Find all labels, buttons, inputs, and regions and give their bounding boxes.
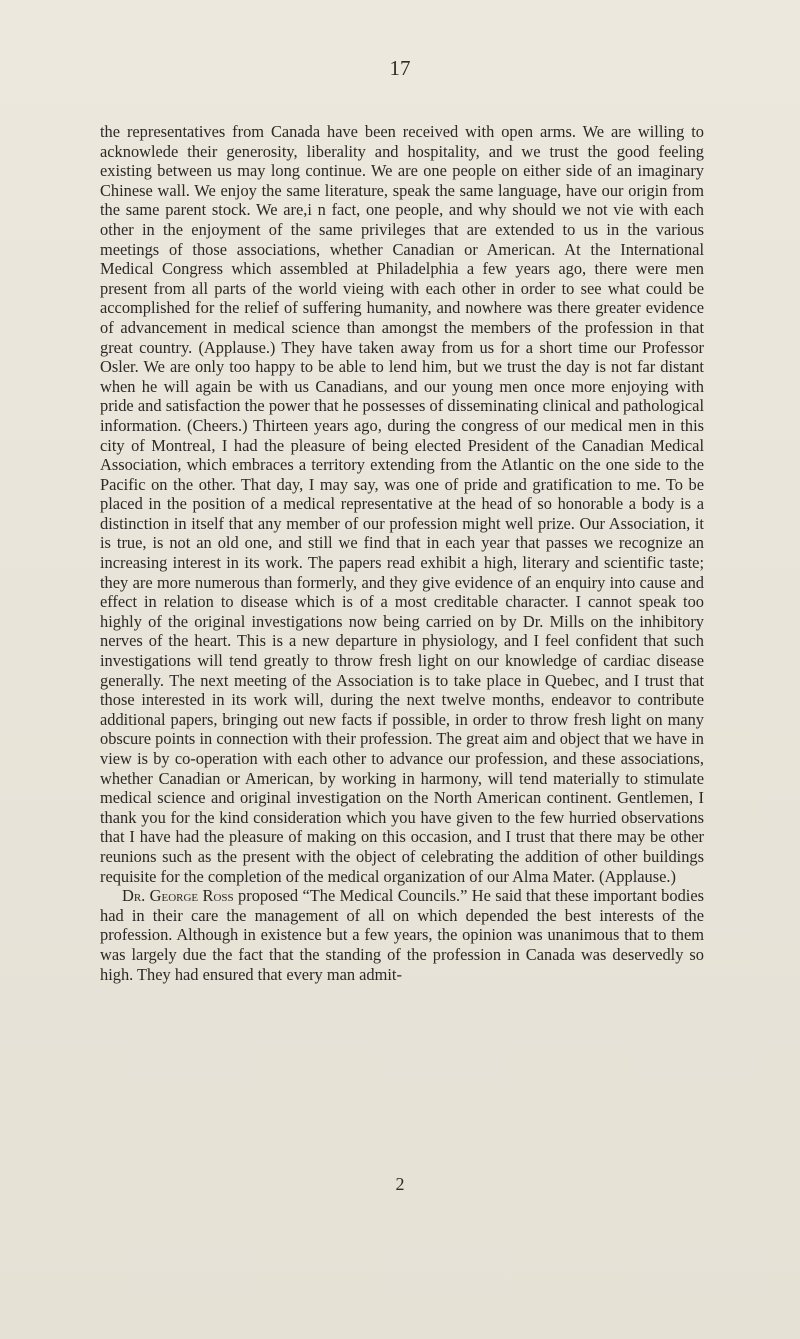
speaker-name: Dr. George Ross bbox=[122, 886, 234, 906]
signature-mark: 2 bbox=[395, 1174, 405, 1194]
paragraph-continuation: the representatives from Canada have been received with open arms. We are willing to acknowlede their generosity, liberality and hospitality, and we trust the good feeling existing between us may long continue. We are one people on either side of an imaginary Chinese wall. We enjoy the same literature, speak the same language, have our origin from the same parent stock. We are,i n fact, one people, and why should we not vie with each other in the enjoyment of the same privileges that are extended to us in the various meetings of those associations, whether Canadian or American. At the International Medical Congress which assembled at Philadelphia a few years ago, there were men present from all parts of the world vieing with each other in order to see what could be accomplished for the relief of suffering humanity, and nowhere was there greater evidence of advancement in medical science than amongst the members of the profession in that great country. (Applause.) They have taken away from us for a short time our Professor Osler. We are only too happy to be able to lend him, but we trust the day is not far distant when he will again be with us Canadians, and our young men once more enjoying with pride and satisfaction the power that he possesses of disseminating clinical and pathological information. (Cheers.) Thirteen years ago, during the congress of our medical men in this city of Montreal, I had the pleasure of being elected President of the Canadian Medical Association, which embraces a territory extending from the Atlantic on the one side to the Pacific on the other. That day, I may say, was one of pride and gratification to me. To be placed in the position of a medical representative at the head of so honorable a body is a distinction in itself that any member of our profession might well prize. Our Association, it is true, is not an old one, and still we find that in each year that passes we recognize an increasing interest in its work. The papers read exhibit a high, literary and scientific taste; they are more numerous than formerly, and they give evidence of an enquiry into cause and effect in relation to disease which is of a most creditable character. I cannot speak too highly of the original investigations now being carried on by Dr. Mills on the inhibitory nerves of the heart. This is a new departure in physiology, and I feel confident that such investigations will tend greatly to throw fresh light on our knowledge of cardiac disease generally. The next meeting of the Association is to take place in Quebec, and I trust that those interested in its work will, during the next twelve months, endeavor to contribute additional papers, bringing out new facts if possible, in order to throw fresh light on many obscure points in connection with their profession. The great aim and object that we have in view is by co-operation with each other to advance our profession, and these associations, whether Canadian or American, by working in harmony, will tend materially to stimulate medical science and original investigation on the North American continent. Gentlemen, I thank you for the kind consideration which you have given to the few hurried observations that I have had the pleasure of making on this occasion, and I trust that there may be other reunions such as the present with the object of celebrating the addition of other buildings requisite for the completion of the medical organization of our Alma Mater. (Applause.) bbox=[100, 122, 704, 886]
paragraph-text: proposed “The Medical Councils.” He said that these important bodies had in their care the management of all on which depended the best interests of the profession. Although in existence but a few years, the opinion was unanimous that to them was largely due the fact that the standing of the profession in Canada was deservedly so high. They had ensured that every man admit- bbox=[100, 886, 704, 984]
page-number: 17 bbox=[389, 56, 411, 80]
body-text bbox=[100, 122, 704, 984]
paragraph-toast bbox=[100, 886, 704, 984]
